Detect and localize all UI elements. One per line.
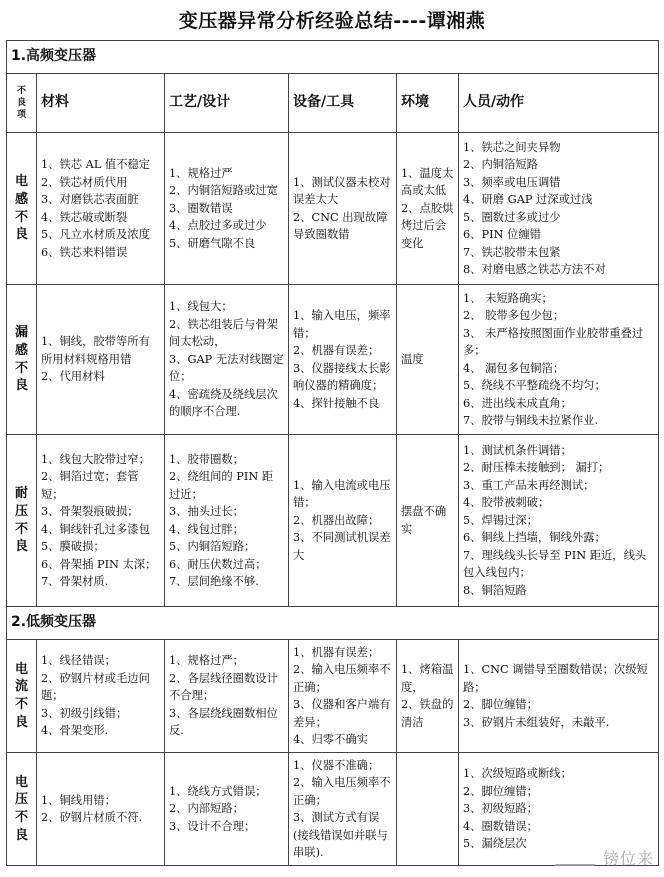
cell-material: 1、线包大胶带过窄； 2、铜箔过宽；套管短； 3、骨架裂痕破损； 4、铜线针孔过多漆包 5、膜破损； 6、骨架插 PIN 太深； 7、骨架材质. bbox=[37, 435, 165, 607]
cell-process: 1、规格过严； 2、各层线径圈数设计不合理； 3、各层绕线圈数相位反. bbox=[165, 640, 289, 753]
cell-equipment: 1、输入电流或电压错； 2、机器出故障； 3、不同测试机误差大 bbox=[289, 435, 397, 607]
cell-equipment: 1、测试仪器未校对误差太大 2、CNC 出现故障导致圈数错 bbox=[289, 133, 397, 285]
cell-environment: 摆盘不确实 bbox=[397, 435, 459, 607]
cell-process: 1、胶带圈数； 2、绕组间的 PIN 距过近； 3、抽头过长； 4、线包过胖； 5、内铜箔短路； 6、耐压伏数过高； 7、层间绝缘不够. bbox=[165, 435, 289, 607]
category-leakage-inductance: 漏 感 不 良 bbox=[7, 285, 37, 435]
watermark-text: 镑位来 bbox=[602, 849, 654, 868]
table-row bbox=[7, 133, 659, 285]
cell-environment: 温度 bbox=[397, 285, 459, 435]
cell-personnel: 1、测试机条件调错； 2、耐压棒未接触到； 漏打； 3、重工产品未再经测试； 4、胶带被刺破； 5、焊锡过深； 6、铜线上挡墙，铜线外露； 7、理线线头长导至 PIN 距近，线头包入线包内； 8、铜箔短路 bbox=[459, 435, 659, 607]
category-inductance: 电 感 不 良 bbox=[7, 133, 37, 285]
category-voltage: 电 压 不 良 bbox=[7, 753, 37, 866]
cell-personnel: 1、 未短路确实； 2、 胶带多包少包； 3、 未严格按照图面作业胶带重叠过多； 4、 漏包多包铜箔； 5、绕线不平整疏绕不均匀； 6、进出线未成直角； 7、胶带与铜线未拉紧作业. bbox=[459, 285, 659, 435]
header-material: 材料 bbox=[37, 74, 165, 133]
cell-material: 1、铜线，胶带等所有所用材料规格用错 2、代用材料 bbox=[37, 285, 165, 435]
cell-equipment: 1、机器有误差； 2、输入电压频率不正确； 3、仪器和客户端有差异； 4、归零不确实 bbox=[289, 640, 397, 753]
watermark bbox=[559, 846, 654, 869]
header-process: 工艺/设计 bbox=[165, 74, 289, 133]
cell-equipment: 1、仪器不准确； 2、输入电压频率不正确； 3、测试方式有误(接线错误如并联与串联). bbox=[289, 753, 397, 866]
header-equipment: 设备/工具 bbox=[289, 74, 397, 133]
page-title: 变压器异常分析经验总结----谭湘燕 bbox=[178, 10, 486, 32]
cell-process: 1、规格过严 2、内铜箔短路或过宽 3、圈数错误 4、点胶过多或过少 5、研磨气隙不良 bbox=[165, 133, 289, 285]
cell-personnel: 1、CNC 调错导至圈数错误；次级短路； 2、脚位缠错； 3、矽钢片未组装好，未敲平. bbox=[459, 640, 659, 753]
watermark-logo-icon bbox=[555, 848, 603, 866]
cell-equipment: 1、输入电压，频率错； 2、机器有误差； 3、仪器接线太长影响仪器的精确度； 4、探针接触不良 bbox=[289, 285, 397, 435]
table-row bbox=[7, 435, 659, 607]
section-heading-low-frequency: 2.低频变压器 bbox=[7, 607, 659, 640]
category-withstand-voltage: 耐 压 不 良 bbox=[7, 435, 37, 607]
header-environment: 环境 bbox=[397, 74, 459, 133]
cell-material: 1、线径错误； 2、矽钢片材或毛边问题； 3、初级引线错； 4、骨架变形. bbox=[37, 640, 165, 753]
cell-personnel: 1、次级短路或断线； 2、脚位缠错； 3、初级短路； 4、圈数错误； 5、漏绕层次 bbox=[459, 753, 659, 866]
category-current: 电 流 不 良 bbox=[7, 640, 37, 753]
table-row bbox=[7, 285, 659, 435]
cell-personnel: 1、铁芯之间夹异物 2、内铜箔短路 3、频率或电压调错 4、研磨 GAP 过深或过浅 5、圈数过多或过少 6、PIN 位缠错 7、铁芯胶带未包紧 8、对磨电感之铁芯方法不对 bbox=[459, 133, 659, 285]
cell-material: 1、铜线用错； 2、矽钢片材质不符. bbox=[37, 753, 165, 866]
header-category: 不 良 项 bbox=[7, 74, 37, 133]
cell-process: 1、绕线方式错误； 2、内部短路； 3、设计不合理； bbox=[165, 753, 289, 866]
header-personnel: 人员/动作 bbox=[459, 74, 659, 133]
cell-material: 1、铁芯 AL 值不稳定 2、铁芯材质代用 3、对磨铁芯表面脏 4、铁芯破或断裂 5、凡立水材质及浓度 6、铁芯来料错误 bbox=[37, 133, 165, 285]
table-row bbox=[7, 640, 659, 753]
section-heading-high-frequency: 1.高频变压器 bbox=[7, 41, 659, 74]
cell-process: 1、线包大； 2、铁芯组装后与骨架间太松动， 3、GAP 无法对线圈定位； 4、密疏绕及绕线层次的顺序不合理. bbox=[165, 285, 289, 435]
cell-environment: 1、温度太高或太低 2、点胶烘烤过后会变化 bbox=[397, 133, 459, 285]
analysis-table bbox=[6, 40, 659, 866]
cell-environment: 1、烤箱温度， 2、铁盘的清洁 bbox=[397, 640, 459, 753]
cell-environment bbox=[397, 753, 459, 866]
